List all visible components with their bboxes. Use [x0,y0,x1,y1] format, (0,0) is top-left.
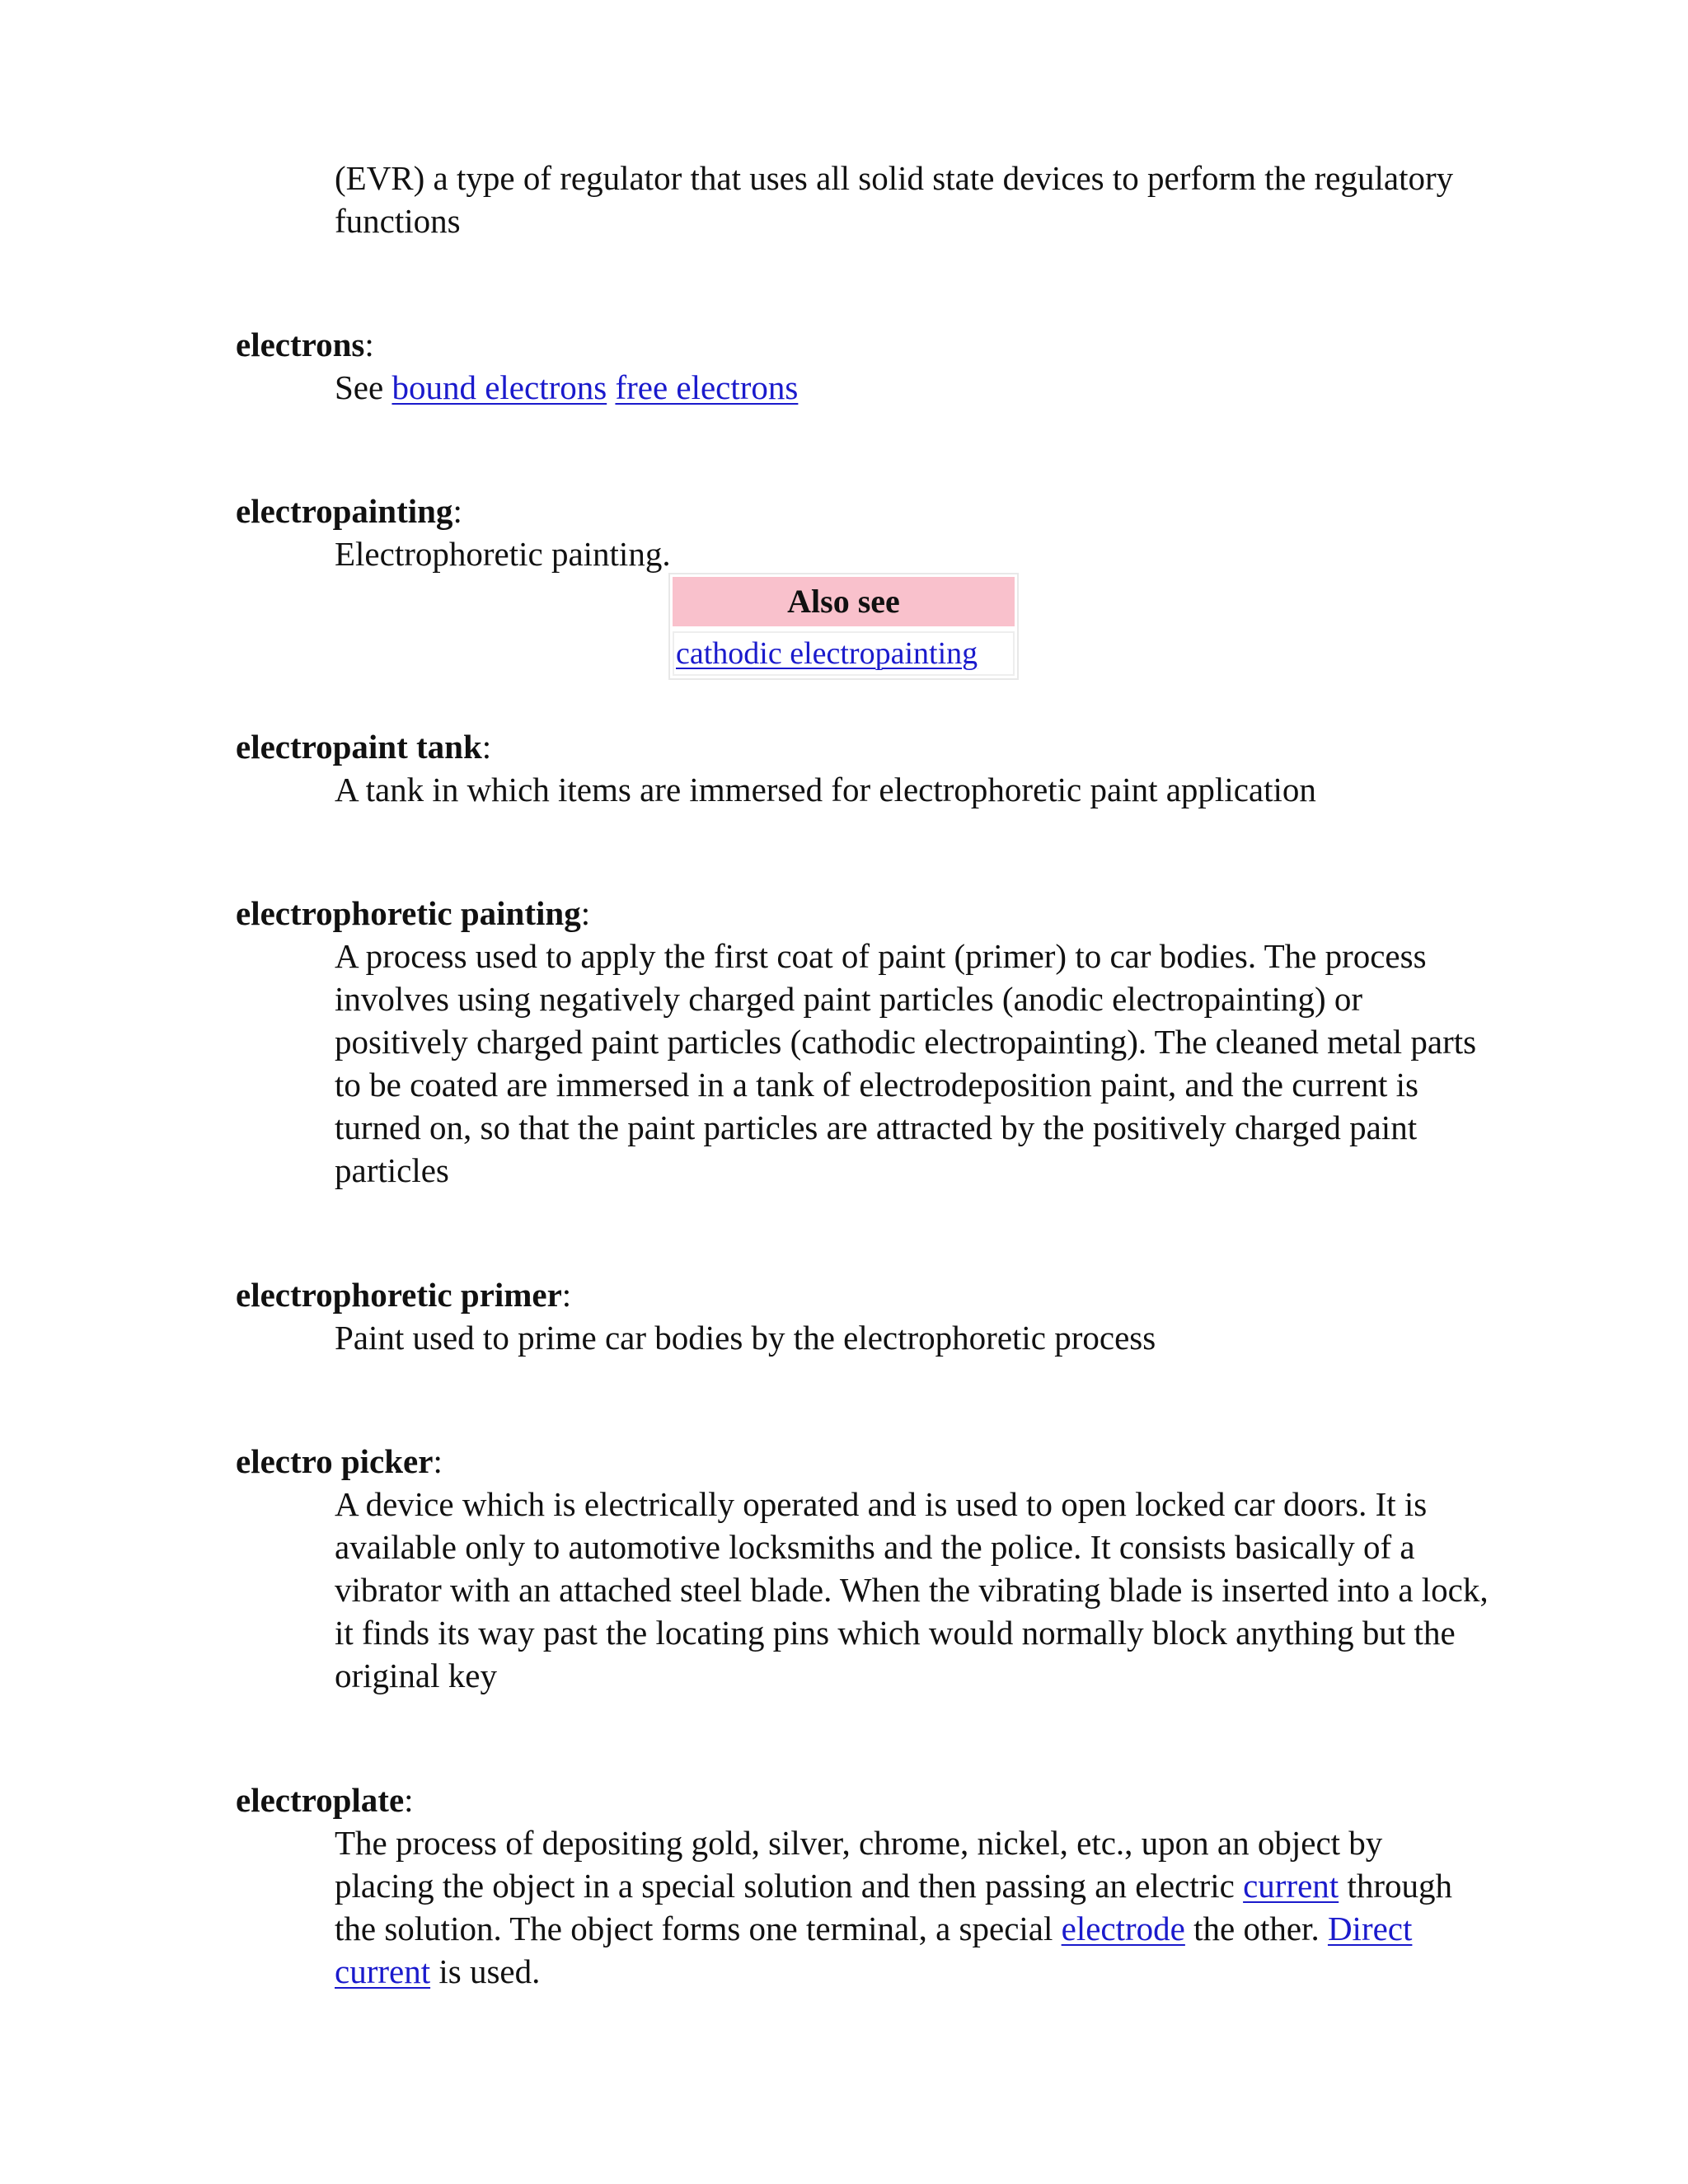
term-colon: : [452,492,462,530]
term-colon: : [404,1781,414,1819]
term-electrophoretic-primer [236,1273,1489,1316]
term-electrons [236,323,1489,366]
definition-text: is used. [430,1952,541,1990]
also-see-table [668,573,1019,680]
definition-evr: (EVR) a type of regulator that uses all solid state devices to perform the regulatory functions [335,159,1454,240]
link-current[interactable]: current [1243,1867,1339,1905]
term-colon: : [580,894,591,932]
definition-electrons [335,366,1489,409]
definition-electrophoretic-painting: A process used to apply the first coat of paint (primer) to car bodies. The process involves using negatively charged paint particles (anodic electropainting) or positively charged paint particles (cathodic electropainting). The cleaned metal parts to be coated are immersed in a tank of electrodeposition paint, and the current is turned on, so that the paint particles are attracted by the positively charged paint particles [335,937,1477,1189]
term-colon: : [481,728,492,766]
link-bound-electrons[interactable]: bound electrons [392,368,607,406]
entry-electropaint-tank [236,725,1489,811]
entry-electrophoretic-primer [236,1273,1489,1359]
definition-electropaint-tank: A tank in which items are immersed for electrophoretic paint application [335,771,1316,808]
definition-electroplate [335,1821,1489,1993]
link-direct-current[interactable]: Direct current [335,1910,1413,1990]
term-electro-picker [236,1440,1489,1483]
definition-text: the other. [1184,1910,1328,1947]
definition-electrophoretic-primer: Paint used to prime car bodies by the electrophoretic process [335,1319,1156,1357]
term-label: electropainting [236,492,453,530]
definition-text: through the solution. The object forms one terminal, a special [335,1867,1452,1947]
term-electropainting [236,490,1489,532]
term-label: electroplate [236,1781,405,1819]
definition-electro-picker: A device which is electrically operated and is used to open locked car doors. It is available only to automotive locksmiths and the police. It consists basically of a vibrator with an attached steel blade. When the vibrating blade is inserted into a lock, it finds its way past the locating pins which would normally block anything but the original key [335,1485,1489,1694]
link-electrode[interactable]: electrode [1061,1910,1185,1947]
term-electropaint-tank [236,725,1489,768]
also-see-header: Also see [673,577,1015,626]
term-colon: : [561,1276,572,1314]
entry-electro-picker [236,1440,1489,1697]
term-electroplate [236,1779,1489,1821]
entry-electroplate [236,1779,1489,1993]
entry-electrons [236,323,1489,409]
term-label: electrophoretic painting [236,894,581,932]
definition-text: The process of depositing gold, silver, chrome, nickel, etc., upon an object by placing the object in a special solution and then passing an electric [335,1824,1383,1905]
link-cathodic-electropainting[interactable]: cathodic electropainting [676,636,978,671]
term-label: electrons [236,326,365,363]
entry-electropainting [236,490,1489,575]
definition-electropainting: Electrophoretic painting. [335,535,671,573]
term-colon: : [433,1442,443,1480]
term-label: electrophoretic primer [236,1276,562,1314]
term-label: electropaint tank [236,728,482,766]
see-prefix: See [335,368,392,406]
link-free-electrons[interactable]: free electrons [615,368,799,406]
entry-evr [236,157,1489,242]
entry-electrophoretic-painting [236,892,1489,1192]
term-label: electro picker [236,1442,434,1480]
term-colon: : [364,326,374,363]
also-see-cell [673,631,1015,676]
term-electrophoretic-painting [236,892,1489,935]
